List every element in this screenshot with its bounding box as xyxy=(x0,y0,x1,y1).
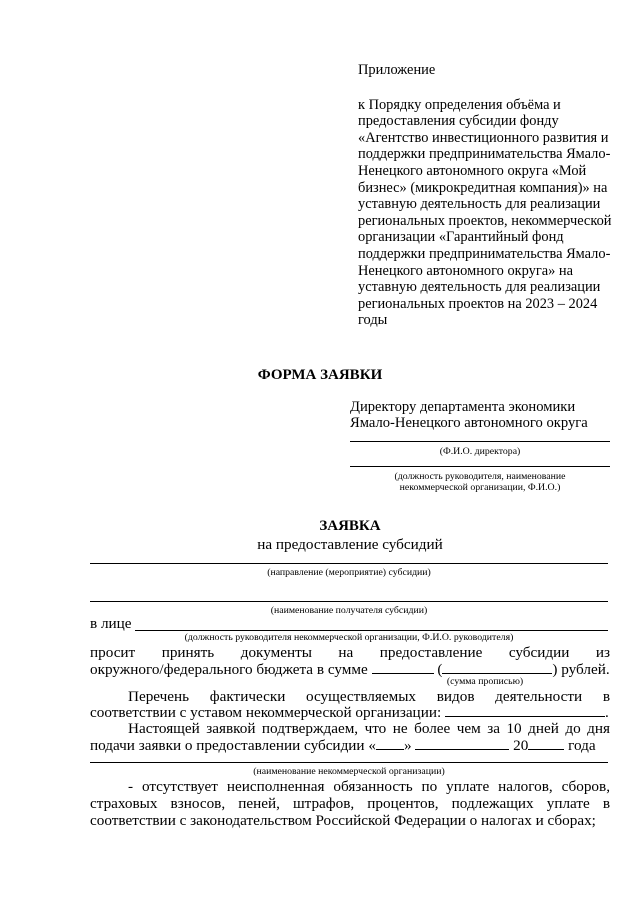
application-title: ЗАЯВКА xyxy=(319,518,381,534)
addressee-block xyxy=(350,399,612,431)
confirm-line-2: подачи заявки о предоставлении субсидии « » 20 года xyxy=(90,737,596,754)
head-caption: (должность руководителя некоммерческой организации, Ф.И.О. руководителя) xyxy=(184,632,514,643)
month-field[interactable] xyxy=(415,737,509,750)
year-field[interactable] xyxy=(528,737,564,750)
represented-by-line[interactable] xyxy=(135,630,608,631)
confirm-line-1: Настоящей заявкой подтверждаем, что не более чем за 10 дней до дня xyxy=(128,720,610,737)
obligations-line-3: соответствии с законодательством Российской Федерации о налогах и сборах; xyxy=(90,812,596,829)
head-position-line[interactable] xyxy=(350,466,610,467)
recipient-caption: (наименование получателя субсидии) xyxy=(270,605,428,616)
organization-caption: (наименование некоммерческой организации) xyxy=(253,766,445,777)
appendix-text: к Порядку определения объёма и предоставления субсидии фонду «Агентство инвестиционного развития и поддержки предпринимательства Ямало-Ненецкого автономного округа «Мой бизнес» (микрокредитная компания)» на уставную деятельность для реализации региональных проектов, некоммерческой организации «Гарантийный фонд поддержки предпринимательства Ямало-Ненецкого автономного округа» на уставную деятельность для реализации региональных проектов на 2023 – 2024 годы xyxy=(358,96,612,329)
represented-by-label: в лице xyxy=(90,615,132,632)
addressee-line-2: Ямало-Ненецкого автономного округа xyxy=(350,415,588,432)
amount-words-caption: (сумма прописью) xyxy=(446,676,524,687)
application-subtitle: на предоставление субсидий xyxy=(257,536,443,553)
amount-field[interactable] xyxy=(372,661,434,674)
request-line-1: просит принять документы на предоставление субсидии из xyxy=(90,644,610,661)
organization-line[interactable] xyxy=(90,762,608,763)
obligations-line-2: страховых взносов, пеней, штрафов, процентов, подлежащих уплате в xyxy=(90,795,610,812)
activities-field[interactable] xyxy=(445,704,605,717)
appendix-title: Приложение xyxy=(358,62,436,78)
appendix-block xyxy=(358,62,618,329)
day-field[interactable] xyxy=(376,737,404,750)
director-name-caption: (Ф.И.О. директора) xyxy=(439,446,521,457)
head-position-caption: (должность руководителя, наименование некоммерческой организации, Ф.И.О.) xyxy=(394,471,566,493)
amount-words-field[interactable] xyxy=(442,661,552,674)
form-title: ФОРМА ЗАЯВКИ xyxy=(257,367,383,383)
request-line-2: окружного/федерального бюджета в сумме ( ) рублей. xyxy=(90,661,610,678)
director-name-line[interactable] xyxy=(350,441,610,442)
direction-line[interactable] xyxy=(90,563,608,564)
activities-line-2: соответствии с уставом некоммерческой организации: . xyxy=(90,704,609,721)
addressee-line-1: Директору департамента экономики xyxy=(350,399,576,415)
direction-caption: (направление (мероприятие) субсидии) xyxy=(267,567,431,578)
activities-line-1: Перечень фактически осуществляемых видов деятельности в xyxy=(128,688,610,705)
recipient-line[interactable] xyxy=(90,601,608,602)
obligations-line-1: - отсутствует неисполненная обязанность по уплате налогов, сборов, xyxy=(128,778,610,795)
